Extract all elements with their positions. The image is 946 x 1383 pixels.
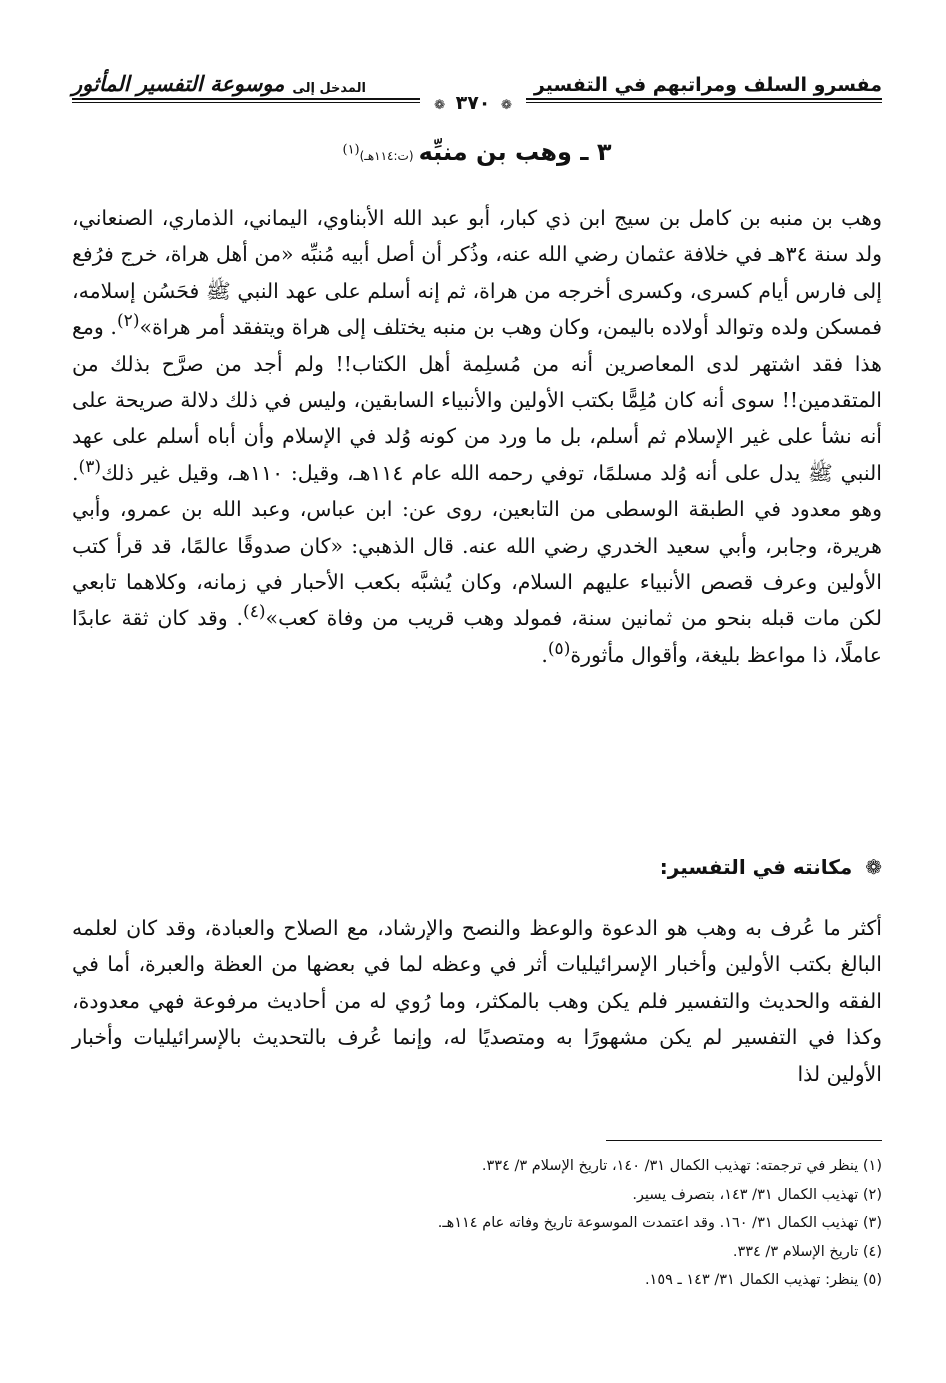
section-heading-text: مكانته في التفسير: xyxy=(659,855,853,879)
book-intro-label: المدخل إلى xyxy=(292,81,366,96)
paragraph-text: . وقد كان ثقة عابدًا عاملًا، ذا مواعظ بليغة، وأقوال مأثورة xyxy=(72,606,882,667)
paragraph-text: وهب بن منبه بن كامل بن سيج ابن ذي كبار، أبو عبد الله الأبناوي، اليماني، الذماري، الصنعاني، ولد سنة ٣٤هـ في خلافة عثمان رضي الله عنه، وذُكر أن أصل أبيه مُنبِّه «من أهل هراة، خرج فرُفع إلى فارس أيام كسرى، وكسرى أخرجه من هراة، ثم إنه أسلم على عهد النبي ﷺ فحَسُن إسلامه، فمسكن ولده وتوالد أولاده باليمن، وكان وهب بن منبه يختلف إلى هراة ويتفقد أمر هراة» xyxy=(72,206,882,340)
page-number-block xyxy=(0,92,946,114)
footnote-rule xyxy=(606,1140,882,1141)
running-title: مفسرو السلف ومراتبهم في التفسير xyxy=(533,74,882,96)
ornament-icon: ❁ xyxy=(434,98,445,113)
section-heading xyxy=(72,855,882,879)
footnote-item: (٤) تاريخ الإسلام ٣/ ٣٣٤. xyxy=(732,1243,882,1260)
biography-paragraph xyxy=(72,200,882,673)
entry-heading xyxy=(72,138,882,166)
footnote-ref: (٥) xyxy=(547,639,571,660)
entry-title: ٣ ـ وهب بن منبِّه xyxy=(418,138,612,166)
ornament-icon: ❁ xyxy=(501,98,512,113)
footnote-item: (٥) ينظر: تهذيب الكمال ٣١/ ١٤٣ ـ ١٥٩. xyxy=(644,1272,882,1289)
footnotes xyxy=(72,1152,882,1295)
paragraph-text: . xyxy=(541,642,548,667)
footnote-ref: (٤) xyxy=(243,602,266,623)
footnote-item: (١) ينظر في ترجمته: تهذيب الكمال ٣١/ ١٤٠، تاريخ الإسلام ٣/ ٣٣٤. xyxy=(481,1158,882,1174)
entry-death-date: (ت:١١٤هـ) xyxy=(359,149,414,163)
footnote-ref: (١) xyxy=(342,142,360,158)
footnote-ref: (٣) xyxy=(78,457,102,478)
footnote-ref: (٢) xyxy=(116,311,140,332)
paragraph-text: . ومع هذا فقد اشتهر لدى المعاصرين أنه من مُسلِمة أهل الكتاب!! ولم أجد من صرَّح بذلك من المتقدمين!! سوى أنه كان مُلِمًّا بكتب الأولين والأنبياء السابقين، وليس في ذلك دلالة صريحة على أنه نشأ على غير الإسلام ثم أسلم، بل ما ورد من كونه وُلد في الإسلام وأن أباه أسلم على عهد النبي ﷺ يدل على أنه وُلد مسلمًا، توفي رحمه الله عام ١١٤هـ، وقيل: ١١٠هـ، وقيل غير ذلك xyxy=(72,315,882,485)
footnote-item: (٢) تهذيب الكمال ٣١/ ١٤٣، بتصرف يسير. xyxy=(632,1186,882,1203)
paragraph-text: . وهو معدود في الطبقة الوسطى من التابعين، روى عن: ابن عباس، وعبد الله بن عمرو، وأبي هريرة، وجابر، وأبي سعيد الخدري رضي الله عنه. قال الذهبي: «كان صدوقًا عالمًا، قد قرأ كتب الأولين وعرف قصص الأنبياء عليهم السلام، وكان يُشبَّه بكعب الأحبار في زمانه، وكلاهما تابعي لكن مات قبله بنحو من ثمانين سنة، فمولد وهب قريب من وفاة كعب» xyxy=(72,460,882,631)
page-header xyxy=(72,56,882,96)
book-logo-text: موسوعة التفسير المأثور xyxy=(72,71,285,96)
page-number: ٣٧٠ xyxy=(455,92,491,114)
footnote-item: (٣) تهذيب الكمال ٣١/ ١٦٠. وقد اعتمدت الموسوعة تاريخ وفاته عام ١١٤هـ. xyxy=(437,1215,882,1232)
flower-icon: ❁ xyxy=(865,855,882,879)
tafsir-paragraph: أكثر ما عُرف به وهب هو الدعوة والوعظ والنصح والإرشاد، مع الصلاح والعبادة، وقد كان لعلمه البالغ بكتب الأولين وأخبار الإسرائيليات أثر في وعظه لما في بعضها من العظة والعبرة، أما في الفقه والحديث والتفسير فلم يكن وهب بالمكثر، وما رُوي له من أحاديث مرفوعة فهي معدودة، وكذا في التفسير لم يكن مشهورًا به ومتصديًا له، وإنما عُرف بالتحديث بالإسرائيليات وأخبار الأولين لذا xyxy=(72,916,882,1086)
